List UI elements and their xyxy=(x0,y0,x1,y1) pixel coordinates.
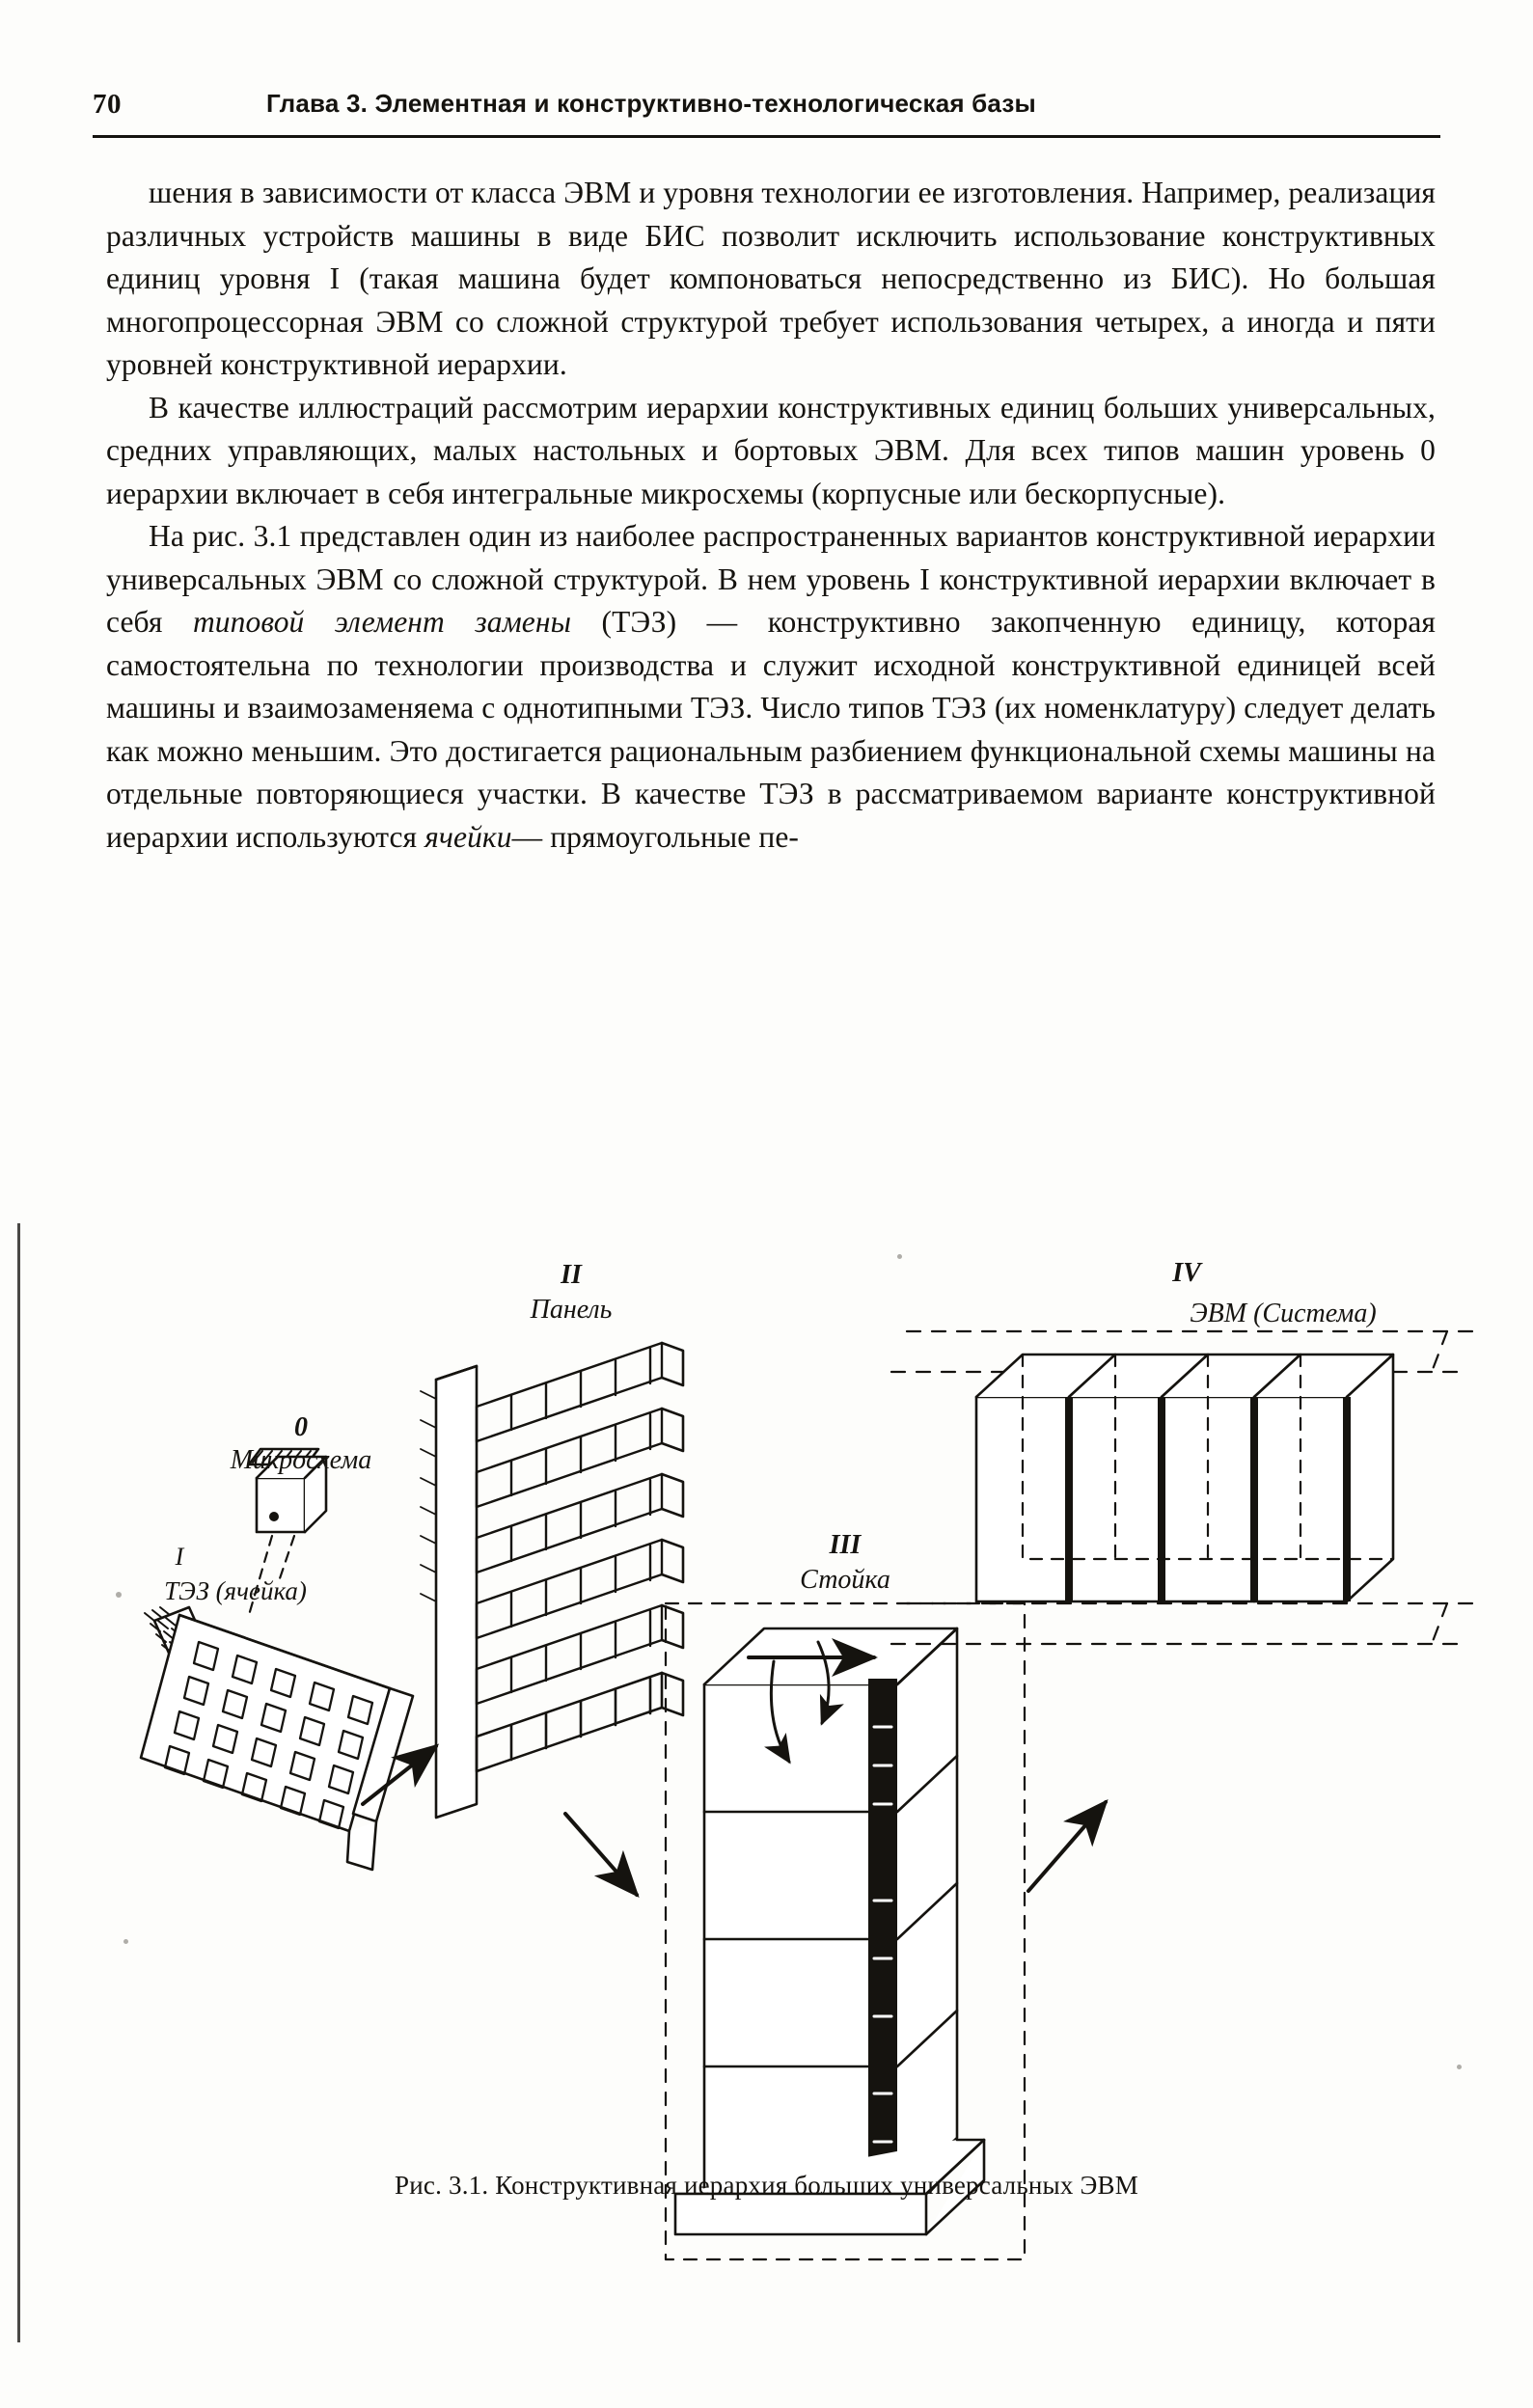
diagram-system xyxy=(891,1331,1482,1644)
paragraph-3-italic2: ячейки xyxy=(424,819,512,854)
label-level-2-name: Панель xyxy=(530,1295,613,1325)
label-level-1-number: I xyxy=(175,1543,184,1571)
paragraph-3-italic1: типовой элемент замены xyxy=(192,605,572,639)
body-text xyxy=(106,172,1436,859)
label-level-3-name: Стойка xyxy=(800,1565,890,1595)
label-level-4-number: IV xyxy=(1172,1258,1201,1288)
chapter-title: Глава 3. Элементная и конструктивно-технологическая базы xyxy=(266,89,1036,118)
paragraph-3-part3: — прямоугольные пе- xyxy=(511,819,799,854)
paragraph-3-part2: (ТЭЗ) — конструктивно закопченную единицу, которая самостоятельна по технологии производства и служит исходной конструктивной единицей всей машины и взаимозаменяема с однотипными ТЭЗ. Число типов ТЭЗ (их номенклатуру) следует делать как можно меньшим. Это достигается рациональным разбиением функциональной схемы машины на отдельные повторяющиеся участки. В качестве ТЭЗ в рассматриваемом варианте конструктивной иерархии используются xyxy=(106,605,1436,854)
label-level-4-name: ЭВМ (Система) xyxy=(1190,1299,1377,1328)
label-level-0-name: Микросхема xyxy=(230,1445,372,1475)
paragraph-1: шения в зависимости от класса ЭВМ и уровня технологии ее изготовления. Например, реализация различных устройств машины в виде БИС позволит исключить использование конструктивных единиц уровня I (такая машина будет компоноваться непосредственно из БИС). Но большая многопроцессорная ЭВМ со сложной структурой требует использования четырех, а иногда и пяти уровней конструктивной иерархии. xyxy=(106,176,1436,381)
label-level-2-number: II xyxy=(561,1260,582,1290)
paragraph-3 xyxy=(106,515,1436,859)
label-level-0-number: 0 xyxy=(294,1412,308,1442)
diagram-panel xyxy=(421,1343,683,1818)
label-level-1-name: ТЭЗ (ячейка) xyxy=(164,1576,307,1605)
figure-3-1 xyxy=(0,1225,1533,2335)
diagram-tez-board xyxy=(141,1607,413,1870)
hierarchy-diagram xyxy=(0,1225,1533,2335)
figure-caption: Рис. 3.1. Конструктивная иерархия больших универсальных ЭВМ xyxy=(395,2171,1138,2200)
page-header xyxy=(93,83,1440,135)
diagram-rack xyxy=(666,1603,1025,2259)
label-level-3-number: III xyxy=(829,1530,862,1560)
paragraph-3-part1: На рис. 3.1 представлен один из наиболее распространенных вариантов конструктивной иерархии универсальных ЭВМ со сложной структурой. В нем уровень I конструктивной иерархии включает в себя xyxy=(106,519,1436,639)
header-divider xyxy=(93,135,1440,138)
paragraph-2: В качестве иллюстраций рассмотрим иерархии конструктивных единиц больших универсальных, средних управляющих, малых настольных и бортовых ЭВМ. Для всех типов машин уровень 0 иерархии включает в себя интегральные микросхемы (корпусные или бескорпусные). xyxy=(106,390,1436,510)
page-number: 70 xyxy=(93,89,122,120)
